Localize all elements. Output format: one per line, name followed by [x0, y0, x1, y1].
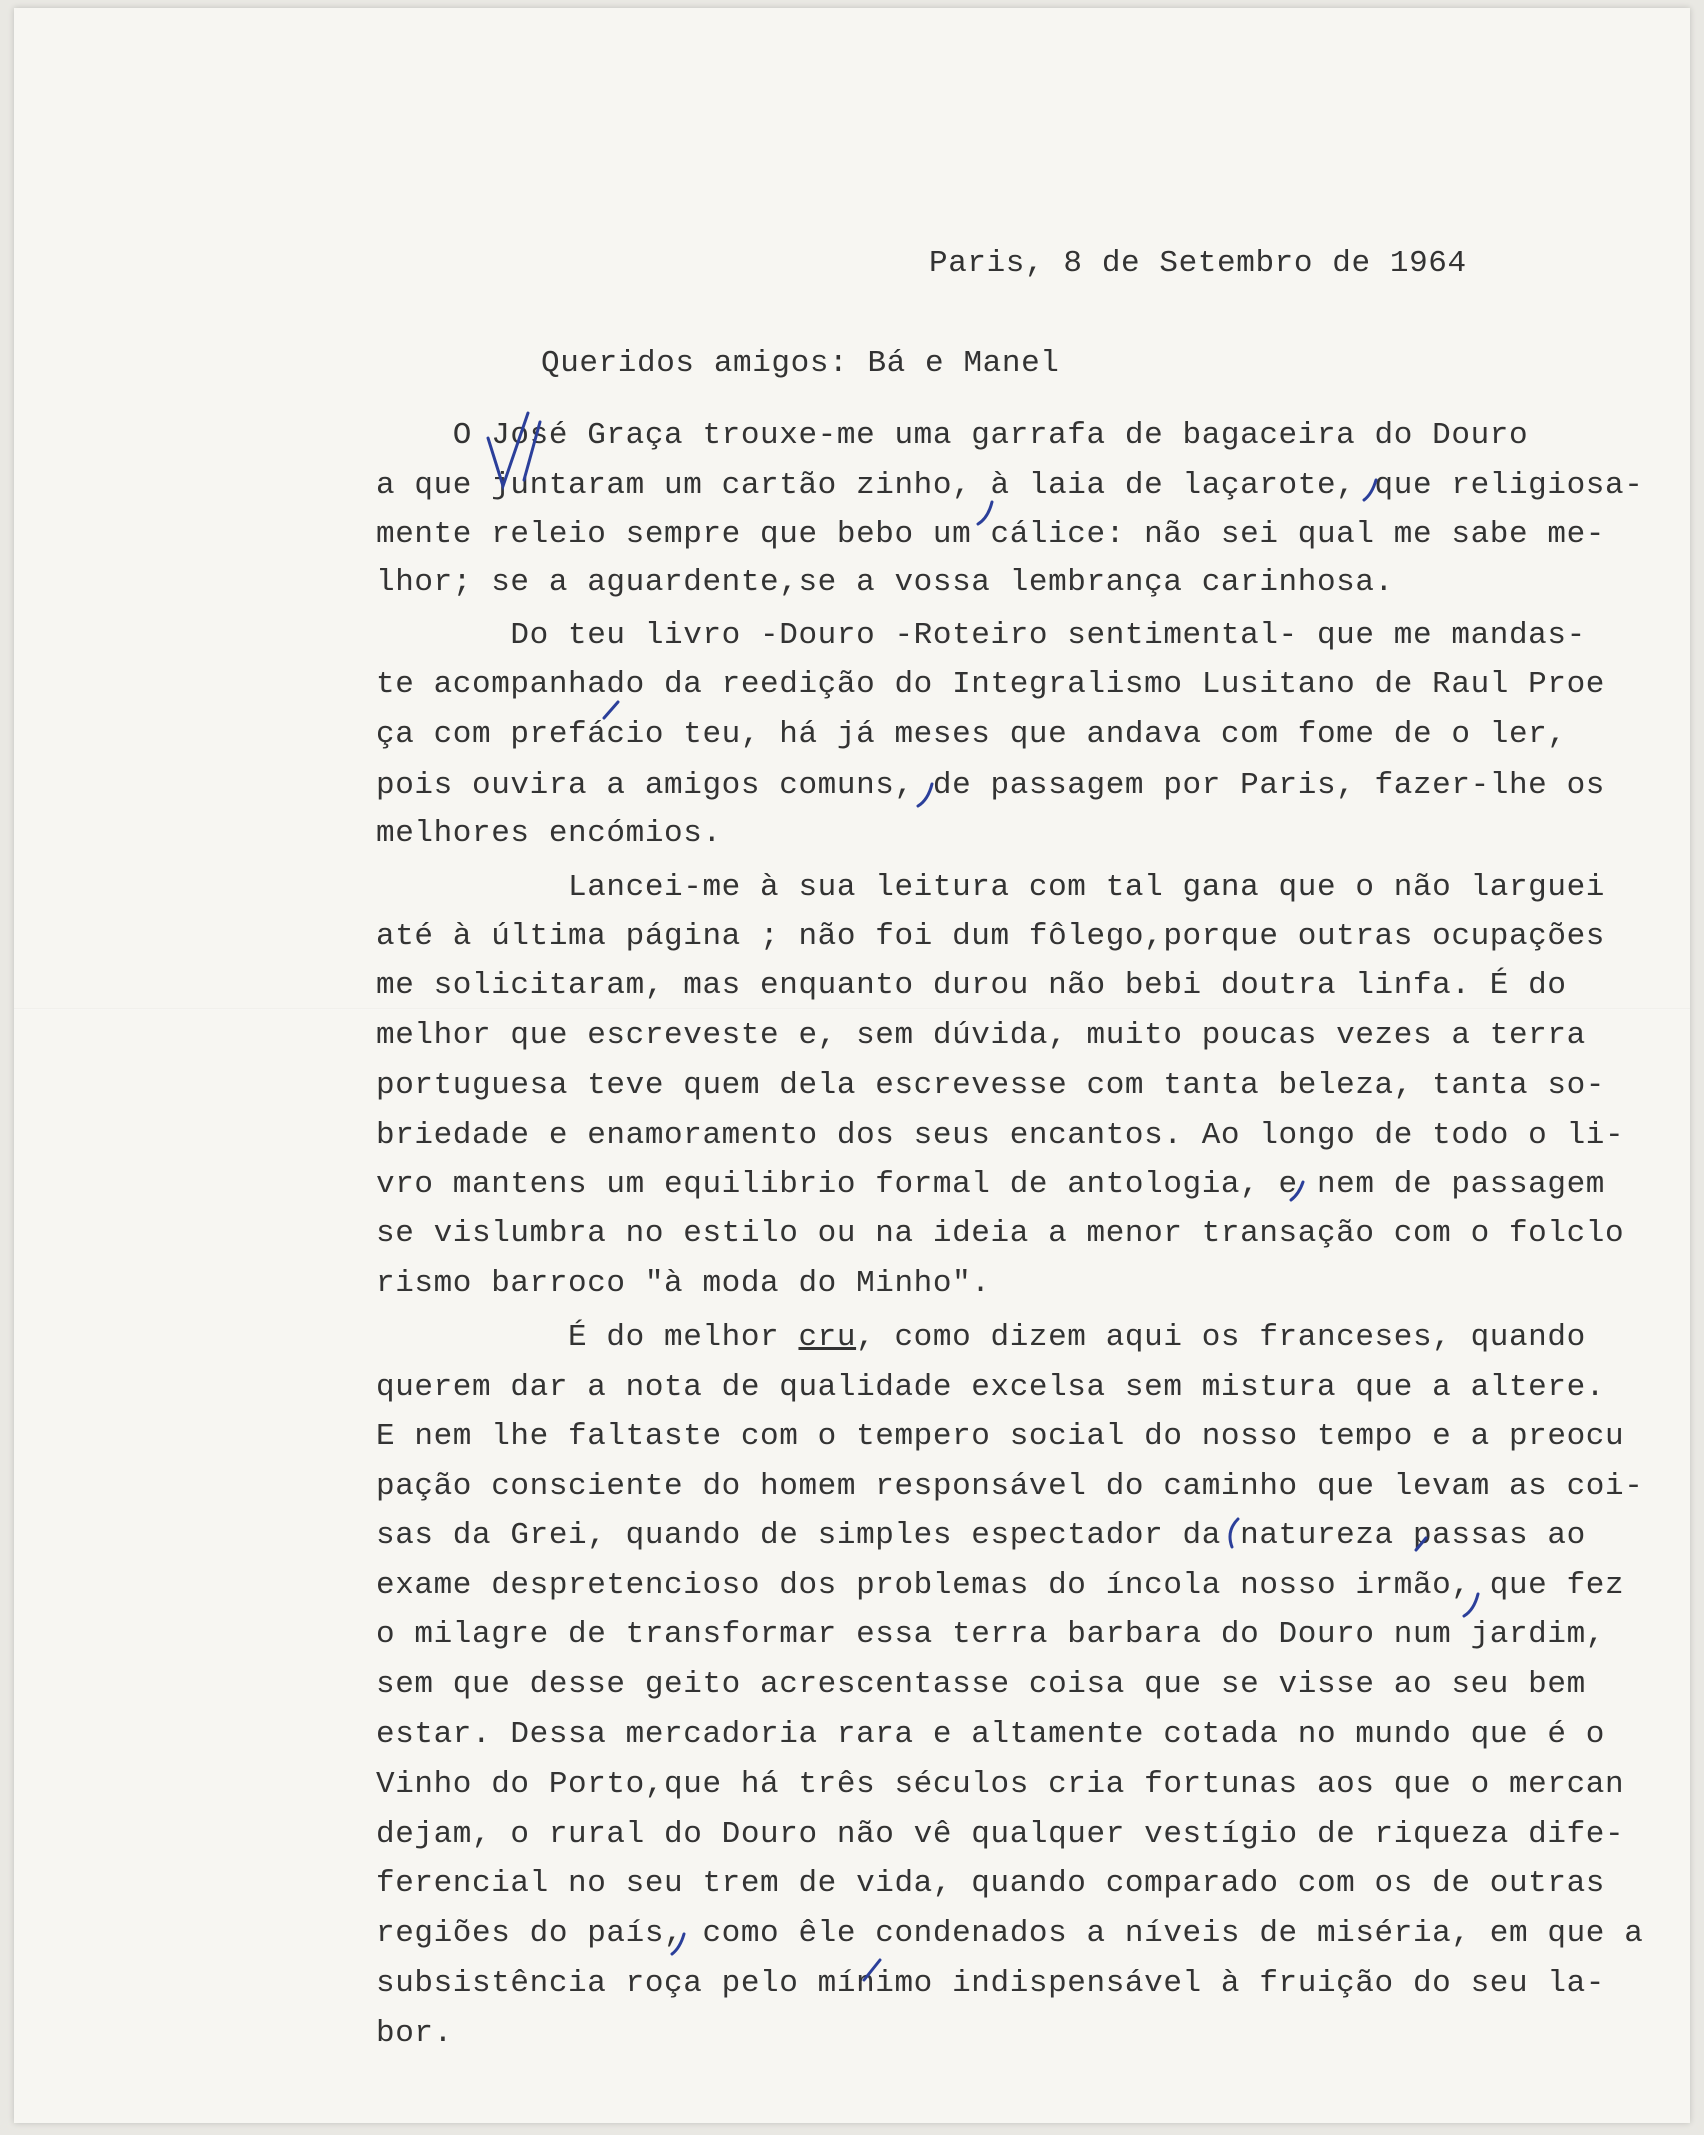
- body-line-2: a que juntaram um cartão zinho, à laia de laçarote, que religiosa-: [376, 468, 1644, 503]
- body-line-19-start: É do melhor: [376, 1320, 799, 1355]
- body-line-28: Vinho do Porto,que há três séculos cria fortunas aos que o mercan: [376, 1767, 1625, 1802]
- comma-pen-mark: [916, 782, 1036, 872]
- letter-page: [14, 8, 1690, 2123]
- body-line-13: melhor que escreveste e, sem dúvida, muito poucas vezes a terra: [376, 1018, 1586, 1053]
- body-line-32: subsistência roça pelo mínimo indispensável à fruição do seu la-: [376, 1966, 1605, 2001]
- body-line-30: ferencial no seu trem de vida, quando comparado com os de outras: [376, 1866, 1605, 1901]
- body-line-29: dejam, o rural do Douro não vê qualquer vestígio de riqueza dife-: [376, 1817, 1625, 1852]
- body-line-10: Lancei-me à sua leitura com tal gana que o não larguei: [376, 870, 1605, 905]
- body-line-21: E nem lhe faltaste com o tempero social do nosso tempo e a preocu: [376, 1419, 1625, 1454]
- body-line-19: [376, 1322, 1586, 1353]
- body-line-3: mente releio sempre que bebo um cálice: não sei qual me sabe me-: [376, 517, 1605, 552]
- body-line-27: estar. Dessa mercadoria rara e altamente cotada no mundo que é o: [376, 1717, 1605, 1752]
- body-line-31: regiões do país, como êle condenados a níveis de miséria, em que a: [376, 1916, 1644, 1951]
- body-line-14: portuguesa teve quem dela escrevesse com tanta beleza, tanta so-: [376, 1068, 1605, 1103]
- accent-pen-mark: [602, 698, 722, 788]
- accent-pen-mark: [862, 1958, 982, 2048]
- comma-pen-mark: [1462, 1592, 1582, 1682]
- comma-pen-mark: [670, 1932, 790, 2022]
- comma-pen-mark: [1289, 1180, 1409, 1270]
- letter-greeting: Queridos amigos: Bá e Manel: [541, 346, 1060, 381]
- insertion-pen-mark: [1224, 1517, 1344, 1607]
- body-line-7: ça com prefácio teu, há já meses que andava com fome de o ler,: [376, 717, 1567, 752]
- body-line-17: se vislumbra no estilo ou na ideia a menor transação com o folclo: [376, 1216, 1625, 1251]
- pen-slash-mark: [516, 420, 636, 510]
- body-line-25: o milagre de transformar essa terra barbara do Douro num jardim,: [376, 1617, 1605, 1652]
- body-line-5: Do teu livro -Douro -Roteiro sentimental- que me mandas-: [376, 618, 1586, 653]
- body-line-16: vro mantens um equilibrio formal de antologia, e nem de passagem: [376, 1167, 1605, 1202]
- body-line-19-end: , como dizem aqui os franceses, quando: [856, 1320, 1586, 1355]
- body-line-4: lhor; se a aguardente,se a vossa lembrança carinhosa.: [376, 565, 1394, 600]
- body-line-11: até à última página ; não foi dum fôlego,porque outras ocupações: [376, 919, 1605, 954]
- comma-pen-mark: [1362, 478, 1482, 568]
- letter-dateline: Paris, 8 de Setembro de 1964: [929, 246, 1467, 281]
- body-line-24: exame despretencioso dos problemas do íncola nosso irmão, que fez: [376, 1568, 1625, 1603]
- paper-fold: [14, 1008, 1690, 1010]
- body-line-8: pois ouvira a amigos comuns, de passagem por Paris, fazer-lhe os: [376, 768, 1605, 803]
- underlined-word: cru: [798, 1320, 857, 1355]
- comma-pen-mark: [976, 500, 1096, 590]
- body-line-22: pação consciente do homem responsável do caminho que levam as coi-: [376, 1469, 1644, 1504]
- body-line-6: te acompanhado da reedição do Integralismo Lusitano de Raul Proe: [376, 667, 1605, 702]
- body-line-15: briedade e enamoramento dos seus encantos. Ao longo de todo o li-: [376, 1118, 1625, 1153]
- body-line-33: bor.: [376, 2016, 453, 2051]
- body-line-18: rismo barroco "à moda do Minho".: [376, 1266, 991, 1301]
- body-line-23: sas da Grei, quando de simples espectador da natureza passas ao: [376, 1518, 1586, 1553]
- body-line-26: sem que desse geito acrescentasse coisa que se visse ao seu bem: [376, 1667, 1586, 1702]
- body-line-1: O José Graça trouxe-me uma garrafa de bagaceira do Douro: [376, 418, 1529, 453]
- body-line-9: melhores encómios.: [376, 816, 722, 851]
- body-line-20: querem dar a nota de qualidade excelsa sem mistura que a altere.: [376, 1370, 1605, 1405]
- body-line-12: me solicitaram, mas enquanto durou não bebi doutra linfa. É do: [376, 968, 1567, 1003]
